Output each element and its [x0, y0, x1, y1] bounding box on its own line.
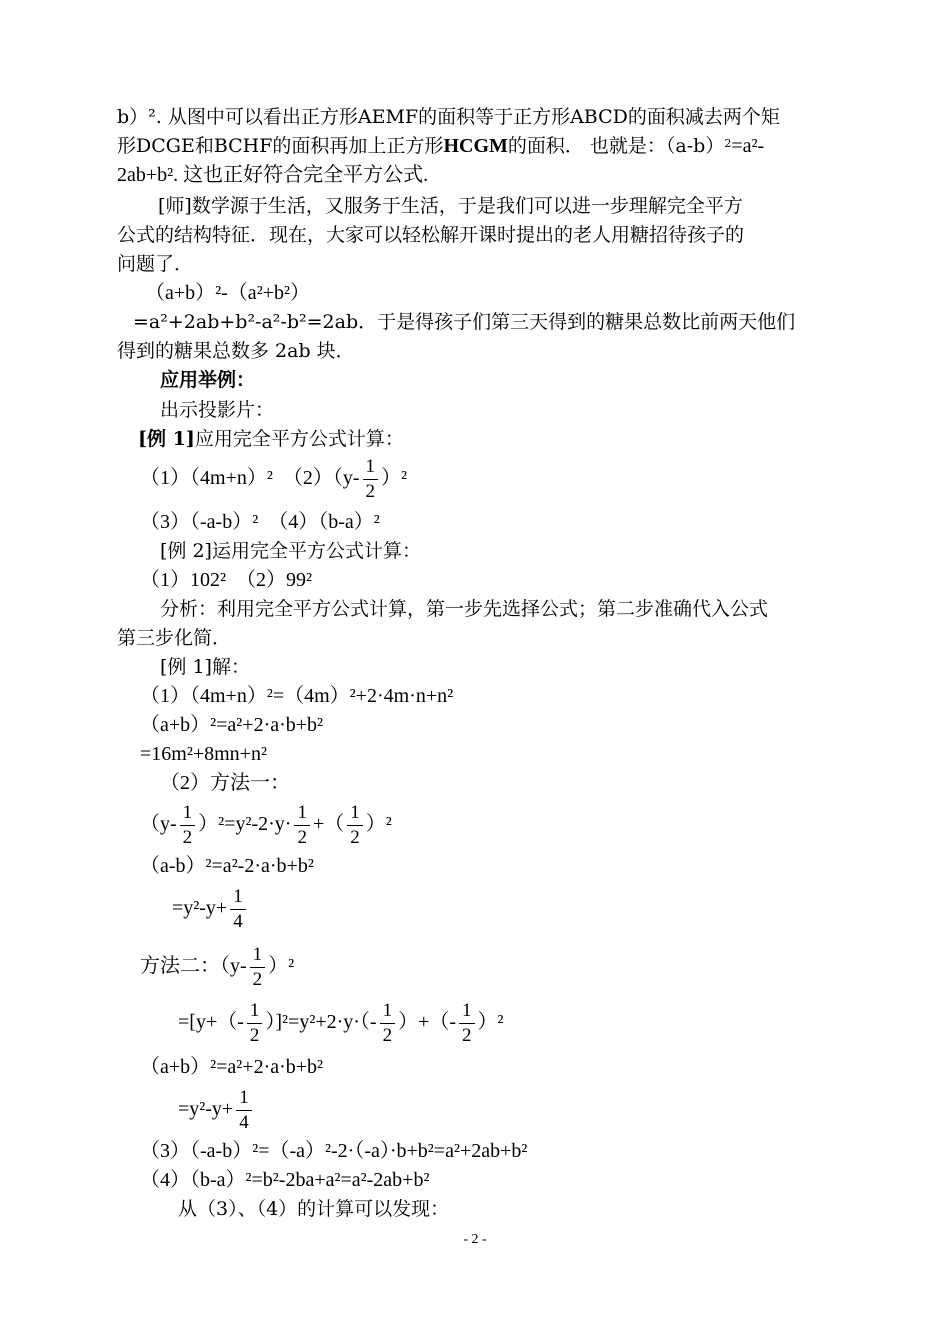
text-line-26 — [172, 876, 249, 940]
text-line-21: （a+b）²=a²+2·a·b+b² — [140, 714, 324, 736]
fraction: $\frac{1}{2}$ — [347, 801, 363, 850]
text-line-19: [例 1]解： — [160, 656, 250, 678]
fraction: $\frac{1}{2}$ — [459, 999, 475, 1048]
text-line-11: 出示投影片： — [160, 399, 275, 421]
text-line-6: 问题了． — [117, 253, 194, 275]
text-line-5: 公式的结构特征．现在，大家可以轻松解开课时提出的老人用糖招待孩子的 — [117, 224, 745, 246]
text-line-13 — [140, 446, 407, 510]
text-span: ）² — [268, 955, 295, 977]
text-line-4: [师]数学源于生活，又服务于生活，于是我们可以进一步理解完全平方 — [158, 195, 743, 217]
text-line-31: （3）（-a-b）²=（-a）²-2·（-a）·b+b²=a²+2ab+b² — [140, 1140, 528, 1162]
text-line-15 — [160, 537, 421, 565]
text-line-3: 2ab+b². 这也正好符合完全平方公式. — [117, 164, 429, 186]
fraction: $\frac{1}{2}$ — [294, 801, 310, 850]
text-line-14: （3）（-a-b）² （4）（b-a）² — [140, 511, 380, 533]
text-line-20: （1）（4m+n）²=（4m）²+2·4m·n+n² — [140, 685, 454, 707]
superscript: 2 — [724, 137, 732, 150]
text-span: =a²- — [731, 135, 765, 157]
text-line-32: （4）（b-a）²=b²-2ba+a²=a²-2ab+b² — [140, 1169, 430, 1191]
text-line-22: =16m²+8mn+n² — [140, 743, 267, 765]
fraction: $\frac{1}{4}$ — [236, 1086, 252, 1135]
fraction: $\frac{1}{2}$ — [247, 999, 263, 1048]
text-span: ）² — [365, 813, 392, 835]
text-span: ）² — [381, 467, 407, 489]
text-line-2 — [117, 132, 764, 160]
example-label: [例 1] — [138, 428, 195, 450]
text-line-28 — [178, 990, 504, 1054]
text-span: 形DCGE和BCHF的面积再加上正方形 — [117, 135, 444, 157]
text-span: HCGM — [443, 135, 508, 157]
text-line-33: 从（3）、（4）的计算可以发现： — [178, 1198, 450, 1220]
text-span: 用完全平方公式计算： — [230, 540, 421, 562]
fraction: $\frac{1}{2}$ — [380, 999, 396, 1048]
text-span: 应用完全平方公式计算： — [194, 428, 404, 450]
text-line-29: （a+b）²=a²+2·a·b+b² — [140, 1056, 324, 1078]
fraction: $\frac{1}{2}$ — [363, 455, 379, 504]
text-line-24 — [140, 792, 392, 856]
fraction: $\frac{1}{2}$ — [250, 943, 266, 992]
text-span: （y- — [140, 813, 177, 835]
fraction: $\frac{1}{2}$ — [180, 801, 196, 850]
text-span: =[y+（- — [178, 1011, 244, 1033]
text-span: +（ — [312, 813, 345, 835]
text-span: ）]²=y²+2·y·（- — [265, 1011, 377, 1033]
text-span: [例 2]运 — [160, 540, 231, 562]
text-span: =y²-y+ — [178, 1098, 234, 1120]
text-line-7: （a+b）²-（a²+b²） — [145, 282, 310, 304]
section-heading: 应用举例： — [160, 369, 256, 391]
text-span: ）² — [477, 1011, 504, 1033]
text-line-18: 第三步化简． — [117, 627, 232, 649]
text-line-25: （a-b）²=a²-2·a·b+b² — [140, 855, 314, 877]
text-line-23: （2）方法一： — [160, 772, 290, 794]
text-span: ）+（- — [398, 1011, 457, 1033]
text-line-27 — [140, 934, 294, 998]
text-span: ）²=y²-2·y· — [198, 813, 292, 835]
text-span: =y²-y+ — [172, 897, 228, 919]
fraction: $\frac{1}{4}$ — [230, 885, 246, 934]
text-span: （1）（4m+n）² （2）（y- — [140, 467, 360, 489]
text-span: 方法二：（y- — [140, 955, 247, 977]
text-line-17: 分析：利用完全平方公式计算，第一步先选择公式；第二步准确代入公式 — [160, 598, 769, 620]
text-line-8: =a²+2ab+b²-a²-b²=2ab．于是得孩子们第三天得到的糖果总数比前两天他们 — [133, 311, 796, 333]
text-line-30 — [178, 1077, 255, 1141]
text-line-16: （1）102² （2）99² — [140, 569, 312, 591]
page-number: - 2 - — [463, 1232, 487, 1247]
text-line-9: 得到的糖果总数多 2ab 块． — [117, 340, 355, 362]
text-span: 的面积． 也就是：（a-b） — [507, 135, 725, 157]
text-line-1: b）². 从图中可以看出正方形AEMF的面积等于正方形ABCD的面积减去两个矩 — [117, 106, 780, 128]
